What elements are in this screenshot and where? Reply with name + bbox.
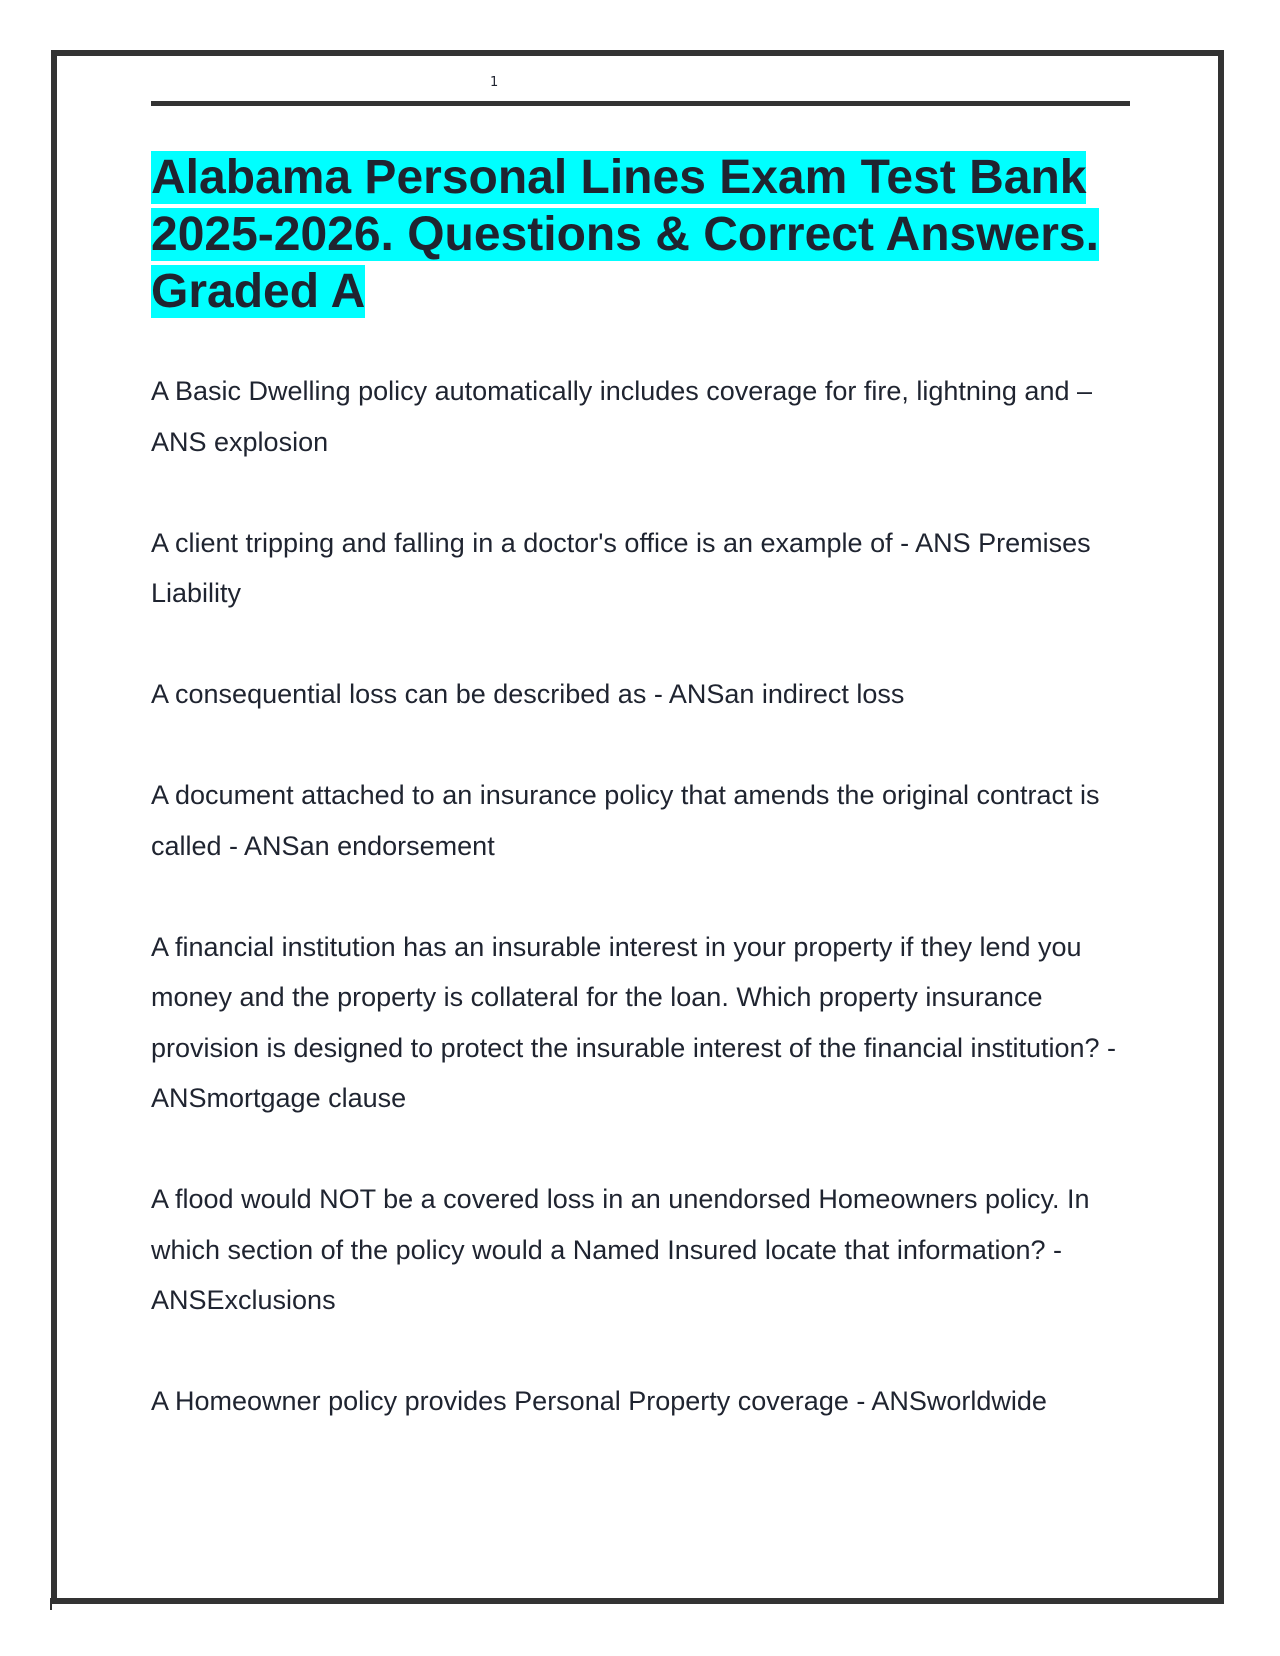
page-number: 1 xyxy=(490,75,499,90)
qa-list xyxy=(151,366,1141,1477)
header-rule xyxy=(151,101,1130,106)
document-title xyxy=(151,149,1141,320)
qa-item: A document attached to an insurance policy that amends the original contract is called - ANSan endorsement xyxy=(151,780,1100,861)
title-highlight: Alabama Personal Lines Exam Test Bank 2025-2026. Questions & Correct Answers. Graded A xyxy=(151,151,1099,318)
qa-item: A consequential loss can be described as - ANSan indirect loss xyxy=(151,679,905,709)
qa-item: A Basic Dwelling policy automatically includes coverage for fire, lightning and – ANS explosion xyxy=(151,376,1092,457)
qa-item: A client tripping and falling in a doctor's office is an example of - ANS Premises Liability xyxy=(151,527,1091,608)
qa-item: A Homeowner policy provides Personal Property coverage - ANSworldwide xyxy=(151,1386,1047,1416)
qa-item: A financial institution has an insurable interest in your property if they lend you money and the property is collateral for the loan. Which property insurance provision is designed to protect the insurable interest of the financial institution? - ANSmortgage clause xyxy=(151,931,1117,1113)
qa-item: A flood would NOT be a covered loss in an unendorsed Homeowners policy. In which section of the policy would a Named Insured locate that information? - ANSExclusions xyxy=(151,1184,1090,1315)
